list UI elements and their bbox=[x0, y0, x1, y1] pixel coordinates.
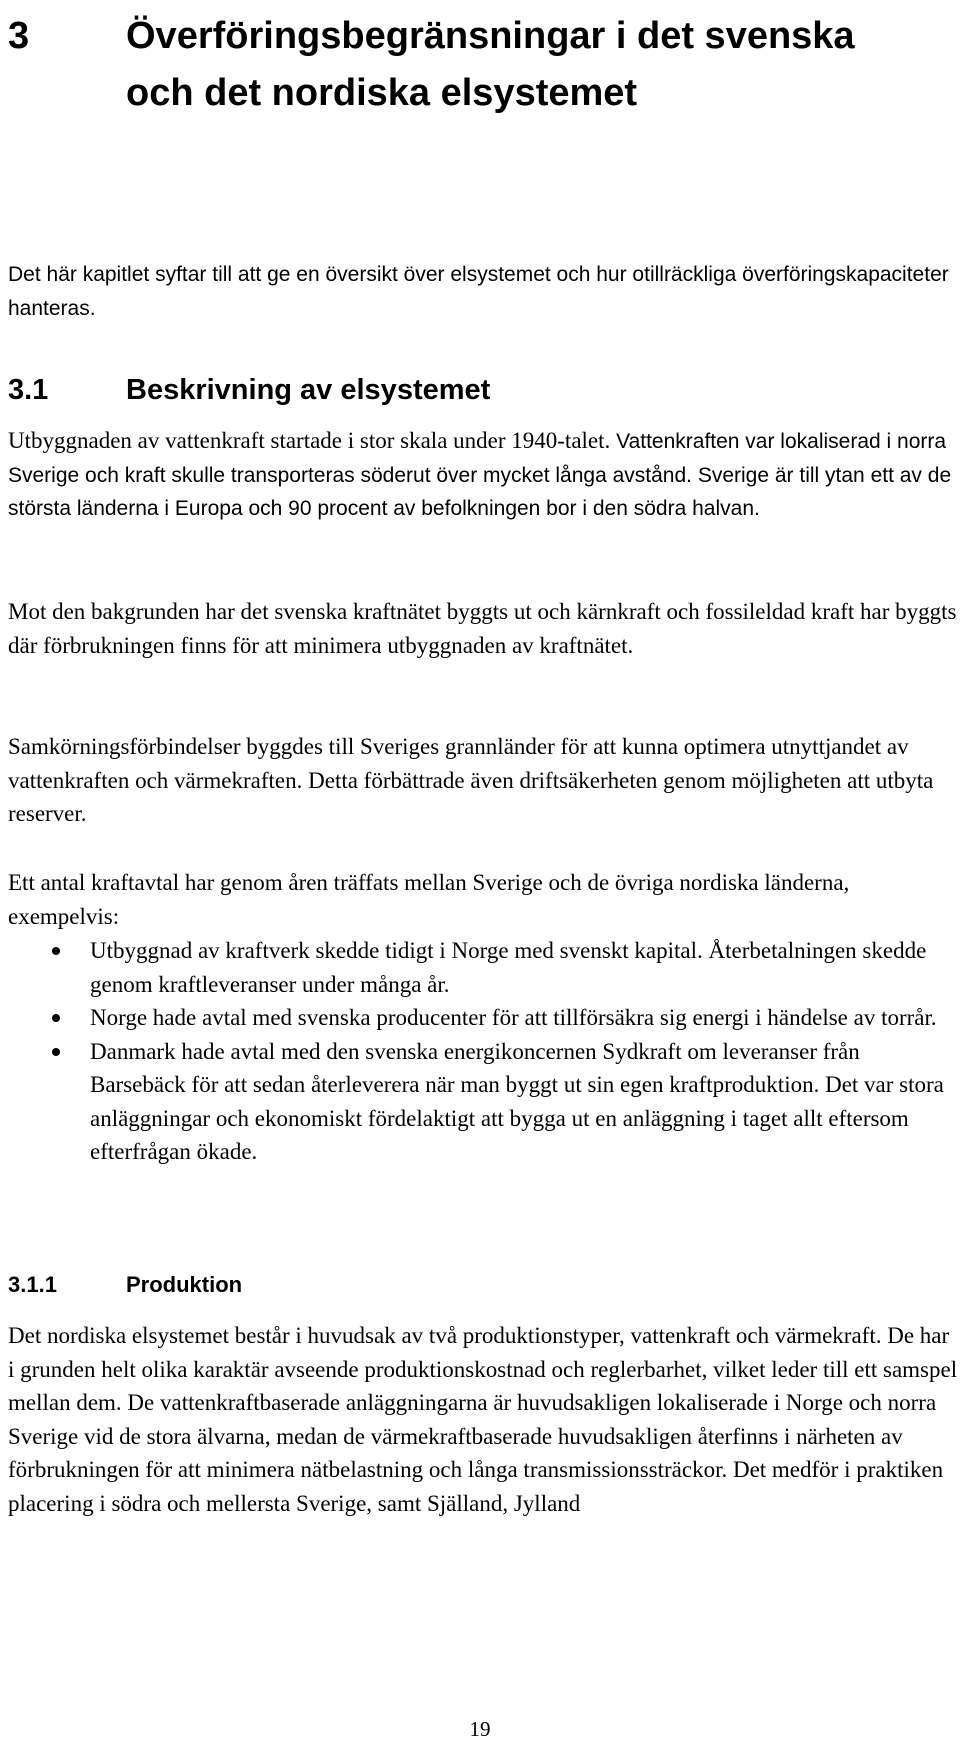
paragraph-interconnections: Samkörningsförbindelser byggdes till Sveriges grannländer för att kunna optimera utnyttjandet av vattenkraften och värmekraften. Detta förbättrade även driftsäkerheten genom möjligheten att utbyta reserver. bbox=[8, 734, 934, 826]
page-number: 19 bbox=[469, 1717, 491, 1741]
list-item-text: Danmark hade avtal med den svenska energikoncernen Sydkraft om leveranser från Barsebäck för att sedan återleverera när man byggt ut sin egen kraftproduktion. Det var stora anläggningar och ekonomiskt fördelaktigt att bygga ut en anläggning i taget allt eftersom efterfrågan ökade. bbox=[90, 1038, 944, 1164]
list-item bbox=[8, 1035, 958, 1169]
intro-paragraph: Det här kapitlet syftar till att ge en översikt över elsystemet och hur otillräckliga överföringskapaciteter hanteras. bbox=[8, 263, 949, 320]
subsection-number: 3.1.1 bbox=[8, 1272, 57, 1297]
list-item-text: Utbyggnad av kraftverk skedde tidigt i Norge med svenskt kapital. Återbetalningen skedde genom kraftleveranser under många år. bbox=[90, 938, 927, 997]
bullet-icon bbox=[52, 1048, 60, 1056]
subsection-title: Produktion bbox=[126, 1272, 243, 1297]
paragraph-hydropower-serif: Utbyggnaden av vattenkraft startade i stor skala under 1940-talet. bbox=[8, 428, 611, 453]
list-item-text: Norge hade avtal med svenska producenter för att tillförsäkra sig energi i händelse av torrår. bbox=[90, 1005, 937, 1030]
agreement-list bbox=[8, 934, 958, 1169]
paragraph-production: Det nordiska elsystemet består i huvudsak av två produktionstyper, vattenkraft och värmekraft. De har i grunden helt olika karaktär avseende produktionskostnad och reglerbarhet, vilket leder till ett samspel mellan dem. De vattenkraftbaserade anläggningarna är huvudsakligen lokaliserade i Norge och norra Sverige vid de stora älvarna, medan de värmekraftbaserade huvudsakligen återfinns i närheten av förbrukningen för att minimera nätbelastning och långa transmissionssträckor. Det medför i praktiken placering i södra och mellersta Sverige, samt Själland, Jylland bbox=[8, 1323, 958, 1516]
bullet-icon bbox=[52, 1014, 60, 1022]
chapter-number: 3 bbox=[8, 15, 30, 57]
list-item bbox=[8, 934, 958, 1001]
paragraph-power-agreements: Ett antal kraftavtal har genom åren träffats mellan Sverige och de övriga nordiska länderna, exempelvis: bbox=[8, 870, 850, 929]
paragraph-hydropower bbox=[8, 424, 958, 526]
paragraph-grid-background: Mot den bakgrunden har det svenska kraftnätet byggts ut och kärnkraft och fossileldad kraft har byggts där förbrukningen finns för att minimera utbyggnaden av kraftnätet. bbox=[8, 599, 957, 658]
paragraph-hydropower-sans: Vattenkraften var lokaliserad i norra Sverige och kraft skulle transporteras söderut över mycket långa avstånd. Sverige är till ytan ett av de största länderna i Europa och 90 procent av befolkningen bor i den södra halvan. bbox=[8, 430, 952, 520]
chapter-title: Överföringsbegränsningar i det svenska och det nordiska elsystemet bbox=[126, 15, 855, 114]
section-number: 3.1 bbox=[8, 374, 49, 406]
bullet-icon bbox=[52, 947, 60, 955]
list-item bbox=[8, 1001, 958, 1035]
section-title: Beskrivning av elsystemet bbox=[126, 374, 491, 406]
